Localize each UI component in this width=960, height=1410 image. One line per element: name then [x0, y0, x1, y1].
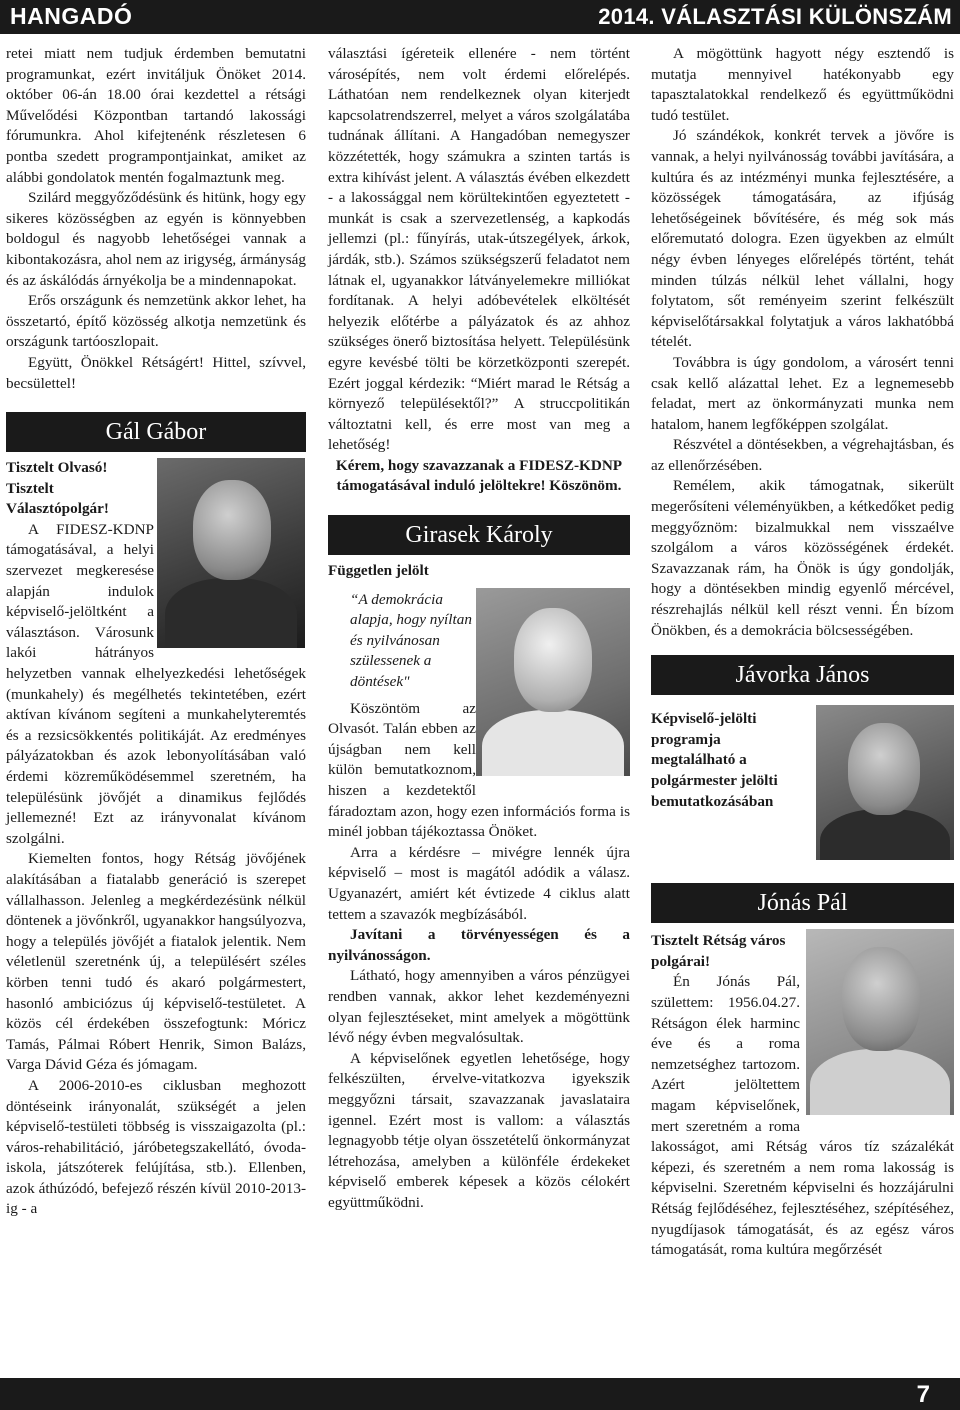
paragraph: retei miatt nem tudjuk érdemben bemutatni programunkat, ezért invitáljuk Önöket 2014. október 06-án 18.00 órai kezdettel a rétsági Művelődési Központban tartandó lakossági fórumunkra. Ahol kifejtenénk részletesen 6 pontba szedett programpontjainkat, amiket az alábbi gondolatok mentén fogalmaztunk meg.: [6, 45, 306, 186]
quote: “A demokrácia alapja, hogy nyíltan és nyilvánosan szülessenek a döntések": [350, 590, 472, 691]
greeting: Tisztelt Rétság város polgárai!: [651, 932, 786, 970]
paragraph: Együtt, Önökkel Rétságért! Hittel, szívvel, becsülettel!: [6, 353, 306, 392]
issue-title: 2014. VÁLASZTÁSI KÜLÖNSZÁM: [598, 4, 952, 29]
candidate-photo-javorka: [816, 705, 954, 860]
paragraph: A FIDESZ-KDNP támogatásával, a helyi szervezet megkeresése alapján indulok képviselő-jelöltként a választáson. Városunk lakói hátrányos helyzetben vannak elhelyezkedési lehetőségek (munkahely) és megélhetés tekintetében, ezért aktívan kívánom segíteni a munkahelyteremtés és a rezsicsökkentés politikáját. Az eredményes pályázatokban és azok lebonyolításában való érdemi közreműködésemmel szeretném, ha településünk jövőjét a dinamikus fejlődés jellemezné! Ezt az irányvonalat kívánom szolgálni.: [6, 520, 306, 847]
bold-paragraph: Javítani a törvényességen és a nyilvánosságon.: [328, 926, 630, 964]
candidate-photo-jonas: [806, 929, 954, 1115]
paragraph: választási ígéreteik ellenére - nem történt városépítés, nem volt érdemi előrelépés. Láthatóan nem rendelkeznek olyan kiterjedt kapcsolatrendszerrel, melyet a város szolgálatába tudnának állítani. A Hangadóban nemegyszer közzétették, hogy számukra a szinten tartás is extra kihívást jelent. A választás évében elkezdett - a lakossággal nem körültekintően egyeztetett - munkát is csak a szervezetlenség, a kapkodás jellemzi (pl.: fűnyírás, utak-útszegélyek, árkok, járdák, stb.). Számos szükségszerű feladatot nem látnak el, ugyanakkor látványelemekre milliókat fordítanak. A helyi adóbevételek elköltését helyezik előtérbe a pályázatok és az ahhoz szükséges önerő biztosítása helyett. Településünk egyre kevésbé tölti be körzetközponti szerepét. Ezért joggal kérdezik: “Miért marad le Rétság a környező településektől?” A struccpolitikán változtatni kell, és erre most van meg a lehetőség!: [328, 45, 630, 454]
column-1: [6, 44, 306, 1220]
candidate-name-gal: Gál Gábor: [6, 412, 306, 452]
paragraph: A 2006-2010-es ciklusban meghozott döntéseink irányonalát, szükségét a jelen képviselő-testületi többség is visszaigazolta (pl.: város-rehabilitáció, járóbetegszakellátó, óvoda-iskola, játszóterek felújítása, stb.). Ellenben, azok áthúzódó, befejező részén kívül 2010-2013-ig - a: [6, 1076, 306, 1218]
javorka-note: Képviselő-jelölti programja megtalálható a polgármester jelölti bemutatkozásában: [651, 710, 778, 810]
page-header: [0, 0, 960, 34]
page-footer: [0, 1378, 960, 1410]
greeting: Tisztelt Választópolgár!: [6, 479, 109, 518]
appeal: Kérem, hogy szavazzanak a FIDESZ-KDNP támogatásával induló jelöltekre! Köszönöm.: [335, 456, 623, 495]
newspaper-title: HANGADÓ: [10, 3, 133, 29]
paragraph: A képviselőnek egyetlen lehetősége, hogy felkészülten, érvelve-vitatkozva igyekszik meggyőzni társait, szavazzanak javaslataira igennel. Ezért most is vallom: a választás legnagyobb tétje olyan összetételű önkormányzat létrehozása, amelyben a különféle érdekeket képviselő emberek képesek a közös célokért együttműködni.: [328, 1049, 630, 1211]
paragraph: Én Jónás Pál, születtem: 1956.04.27. Rétságon élek harminc éve és a roma nemzetséghez tartozom. Azért jelöltettem magam képviselőnek, mert szeretném a roma lakosságot, ami Rétság város tíz százalékát képezi, és szeretném a nem roma lakosság is képviselni. Szeretném képviselni és hozzájárulni Rétság fejlődéséhez, fejlesztéséhez, szépítéséhez, nyugdíjasok támogatását, és az egész város támogatását, roma kultúra megőrzését: [651, 973, 954, 1259]
greeting: Tisztelt Olvasó!: [6, 459, 108, 477]
column-2: [328, 44, 630, 1213]
paragraph: Részvétel a döntésekben, a végrehajtásban, és az ellenőrzésében.: [651, 436, 954, 474]
column-3: [651, 44, 954, 1261]
page-number: 7: [916, 1381, 930, 1408]
candidate-subtitle: Független jelölt: [328, 562, 429, 580]
candidate-photo-girasek: [476, 588, 630, 776]
candidate-photo-gal: [157, 458, 305, 648]
paragraph: Kiemelten fontos, hogy Rétság jövőjének alakításában a fiatalabb generáció is szerepet vállalhasson. Jelenleg a megkérdezésünk nélkül döntenek a jövőnkről, ugyanakkor hangsúlyozva, hogy a település jövőjét a fiatalok jelentik. Nem véletlenül szeretnénk új, a településért széles körben tenni tudó és akaró polgármestert, hasonló ambiciózus új képviselő-testületet. A közös cél érdekében összefogtunk: Móricz Tamás, Pálmai Róbert Henrik, Simon Balázs, Varga Dávid Géza és jómagam.: [6, 850, 306, 1074]
paragraph: Köszöntöm az Olvasót. Talán ebben az újságban nem kell külön bemutatkoznom, hiszen a kezdetektől fáradoztam azon, hogy ezen információs forma is minél jobban tájékoztassa Önöket.: [328, 699, 630, 841]
paragraph: Remélem, akik támogatnak, sikerült megerősíteni véleményükben, a kétkedőket pedig meggyőznöm: bizalmukkal nem visszaélve szolgálom a város közösségének érdekét. Szavazzanak rám, ha Önök is úgy gondolják, hogy a döntésekben mindig egyenlő mércével, részrehajlás nélkül kell részt venni. Én bízom Önökben, és a demokrácia bölcsességében.: [651, 477, 954, 639]
paragraph: A mögöttünk hagyott négy esztendő is mutatja mennyivel hatékonyabb egy tapasztalatokkal rendelkező és együttműködni tudó testület.: [651, 45, 954, 124]
paragraph: Jó szándékok, konkrét tervek a jövőre is vannak, a helyi nyilvánosság további javítására, a kultúra és az intézményi munka fejlesztésére, a közösségek támogatására, az ifjúság lehetőségeinek bővítésére, és még sok más előremutató dologra. Ezen ügyekben az elmúlt négy évben lényeges előrelépés történt, tehát minden túlzás nélkül lehet vállalni, hogy folytatom, sőt reményeim szerint felkészült képviselőtársakkal folytatjuk a város lakhatóbbá tételét.: [651, 127, 954, 351]
paragraph: Továbbra is úgy gondolom, a városért tenni csak kellő alázattal lehet. Ez a legnemesebb feladat, mert az önkormányzati munka nem hatalom, hanem legfőképpen szolgálat.: [651, 353, 954, 433]
paragraph: Látható, hogy amennyiben a város pénzügyei rendben vannak, akkor lehet kezdeményezni olyan fejlesztéseket, mint amelyek a mögöttünk lévő négy évben megvalósultak.: [328, 967, 630, 1047]
candidate-name-jonas: Jónás Pál: [651, 883, 954, 923]
candidate-name-girasek: Girasek Károly: [328, 515, 630, 555]
paragraph: Erős országunk és nemzetünk akkor lehet, ha összetartó, építő közösség alkotja nemzetünk és országunk tartóoszlopait.: [6, 292, 306, 351]
paragraph: Arra a kérdésre – mivégre lennék újra képviselő – most is magától adódik a válasz. Ugyanazért, amiért két évtizede 4 ciklus alatt tettem a szavazók megbízásából.: [328, 843, 630, 923]
paragraph: Szilárd meggyőződésünk és hitünk, hogy egy sikeres közösségben az egyén is könnyebben boldogul és nagyobb lehetőségei vannak a kibontakozásra, ahol nem az irigység, ármányság és az áskálódás árnyékolja be a mindennapokat.: [6, 189, 306, 289]
candidate-name-javorka: Jávorka János: [651, 655, 954, 695]
